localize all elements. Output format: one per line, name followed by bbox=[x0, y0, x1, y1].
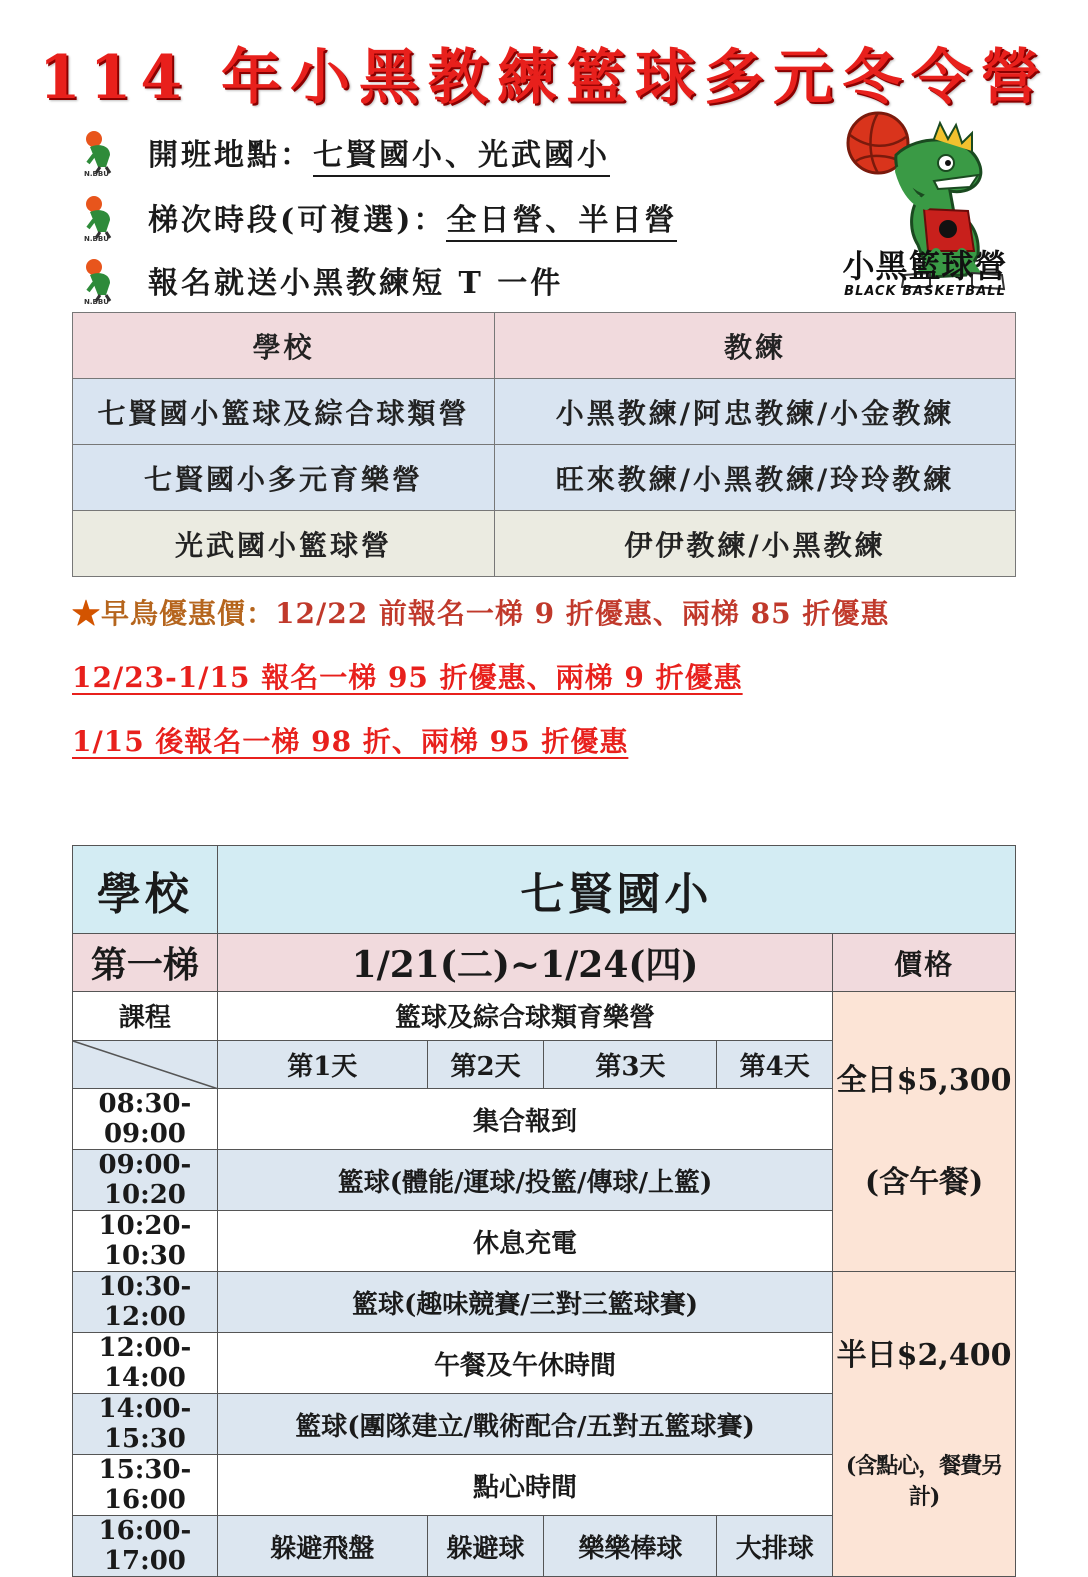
school-cell: 七賢國小多元育樂營 bbox=[73, 445, 495, 511]
half-day-note: (含點心，餐費另計) bbox=[845, 1453, 1003, 1510]
time-cell: 10:20-10:30 bbox=[73, 1211, 218, 1272]
course-name: 籃球及綜合球類育樂營 bbox=[217, 992, 832, 1041]
schedule-school-row bbox=[73, 846, 1016, 934]
full-day-note: (含午餐) bbox=[864, 1164, 984, 1200]
bullet-gift bbox=[80, 255, 563, 305]
activity-cell: 休息充電 bbox=[217, 1211, 832, 1272]
time-cell: 08:30-09:00 bbox=[73, 1089, 218, 1150]
school-label: 學校 bbox=[73, 846, 218, 934]
bullet-session bbox=[80, 192, 677, 242]
term-label: 第一梯 bbox=[73, 934, 218, 992]
svg-text:N.BBU: N.BBU bbox=[84, 298, 109, 306]
time-cell: 16:00-17:00 bbox=[73, 1516, 218, 1577]
activity-cell: 點心時間 bbox=[217, 1455, 832, 1516]
mini-dino-logo-icon bbox=[80, 127, 122, 177]
bullet-location bbox=[80, 127, 610, 177]
logo-text-en: BLACK BASKETBALL bbox=[844, 284, 1006, 299]
activity-cell: 籃球(體能/運球/投籃/傳球/上籃) bbox=[217, 1150, 832, 1211]
activity-cell: 集合報到 bbox=[217, 1089, 832, 1150]
logo-text bbox=[830, 248, 1020, 300]
table-row bbox=[73, 379, 1016, 445]
location-value: 七賢國小、光武國小 bbox=[313, 138, 610, 177]
coach-cell: 伊伊教練/小黑教練 bbox=[495, 511, 1016, 577]
early-bird-label: 早鳥優惠價： bbox=[101, 597, 276, 630]
activity-cell: 午餐及午休時間 bbox=[217, 1333, 832, 1394]
time-cell: 14:00-15:30 bbox=[73, 1394, 218, 1455]
table-row bbox=[73, 1272, 1016, 1333]
time-cell: 12:00-14:00 bbox=[73, 1333, 218, 1394]
school-name: 七賢國小 bbox=[217, 846, 1015, 934]
coach-cell: 小黑教練/阿忠教練/小金教練 bbox=[495, 379, 1016, 445]
day-activity-cell: 樂樂棒球 bbox=[544, 1516, 717, 1577]
course-label: 課程 bbox=[73, 992, 218, 1041]
gift-text: 報名就送小黑教練短 T 一件 bbox=[148, 266, 564, 301]
header-school: 學校 bbox=[73, 313, 495, 379]
day-activity-cell: 躲避球 bbox=[427, 1516, 544, 1577]
time-cell: 10:30-12:00 bbox=[73, 1272, 218, 1333]
early-bird-detail: 12/22 前報名一梯 9 折優惠、兩梯 85 折優惠 bbox=[275, 597, 890, 630]
coach-cell: 旺來教練/小黑教練/玲玲教練 bbox=[495, 445, 1016, 511]
promo-late: 1/15 後報名一梯 98 折、兩梯 95 折優惠 bbox=[72, 725, 629, 758]
table-row bbox=[73, 445, 1016, 511]
location-label: 開班地點： bbox=[148, 138, 313, 173]
session-value: 全日營、半日營 bbox=[446, 203, 677, 242]
promo-mid: 12/23-1/15 報名一梯 95 折優惠、兩梯 9 折優惠 bbox=[72, 661, 743, 694]
diagonal-cell bbox=[73, 1040, 218, 1089]
logo-text-cn: 小黑籃球營 bbox=[842, 247, 1008, 285]
mini-dino-logo-icon bbox=[80, 192, 122, 242]
mini-dino-logo-icon bbox=[80, 255, 122, 305]
school-cell: 七賢國小籃球及綜合球類營 bbox=[73, 379, 495, 445]
schedule-table bbox=[72, 845, 1016, 1577]
price-label: 價格 bbox=[833, 934, 1016, 992]
half-day-price: 半日$2,400 bbox=[836, 1338, 1012, 1374]
svg-text:N.BBU: N.BBU bbox=[84, 170, 109, 178]
time-cell: 09:00-10:20 bbox=[73, 1150, 218, 1211]
table-row bbox=[73, 511, 1016, 577]
half-day-price-cell bbox=[833, 1272, 1016, 1577]
session-label: 梯次時段(可複選)： bbox=[148, 203, 447, 238]
course-row bbox=[73, 992, 1016, 1041]
star-icon: ★ bbox=[72, 597, 102, 630]
full-day-price: 全日$5,300 bbox=[836, 1062, 1012, 1098]
day-1: 第1天 bbox=[217, 1040, 427, 1089]
term-dates: 1/21(二)~1/24(四) bbox=[217, 934, 832, 992]
day-activity-cell: 躲避飛盤 bbox=[217, 1516, 427, 1577]
page-title: 114 年小黑教練籃球多元冬令營 bbox=[38, 43, 1050, 113]
svg-text:N.BBU: N.BBU bbox=[84, 235, 109, 243]
day-4: 第4天 bbox=[717, 1040, 833, 1089]
day-3: 第3天 bbox=[544, 1040, 717, 1089]
schedule-term-row bbox=[73, 934, 1016, 992]
coach-table-header bbox=[73, 313, 1016, 379]
time-cell: 15:30-16:00 bbox=[73, 1455, 218, 1516]
coach-table bbox=[72, 312, 1016, 577]
day-activity-cell: 大排球 bbox=[717, 1516, 833, 1577]
activity-cell: 籃球(團隊建立/戰術配合/五對五籃球賽) bbox=[217, 1394, 832, 1455]
school-cell: 光武國小籃球營 bbox=[73, 511, 495, 577]
full-day-price-cell bbox=[833, 992, 1016, 1272]
activity-cell: 籃球(趣味競賽/三對三籃球賽) bbox=[217, 1272, 832, 1333]
day-2: 第2天 bbox=[427, 1040, 544, 1089]
promo-early-bird bbox=[72, 592, 889, 632]
header-coach: 教練 bbox=[495, 313, 1016, 379]
